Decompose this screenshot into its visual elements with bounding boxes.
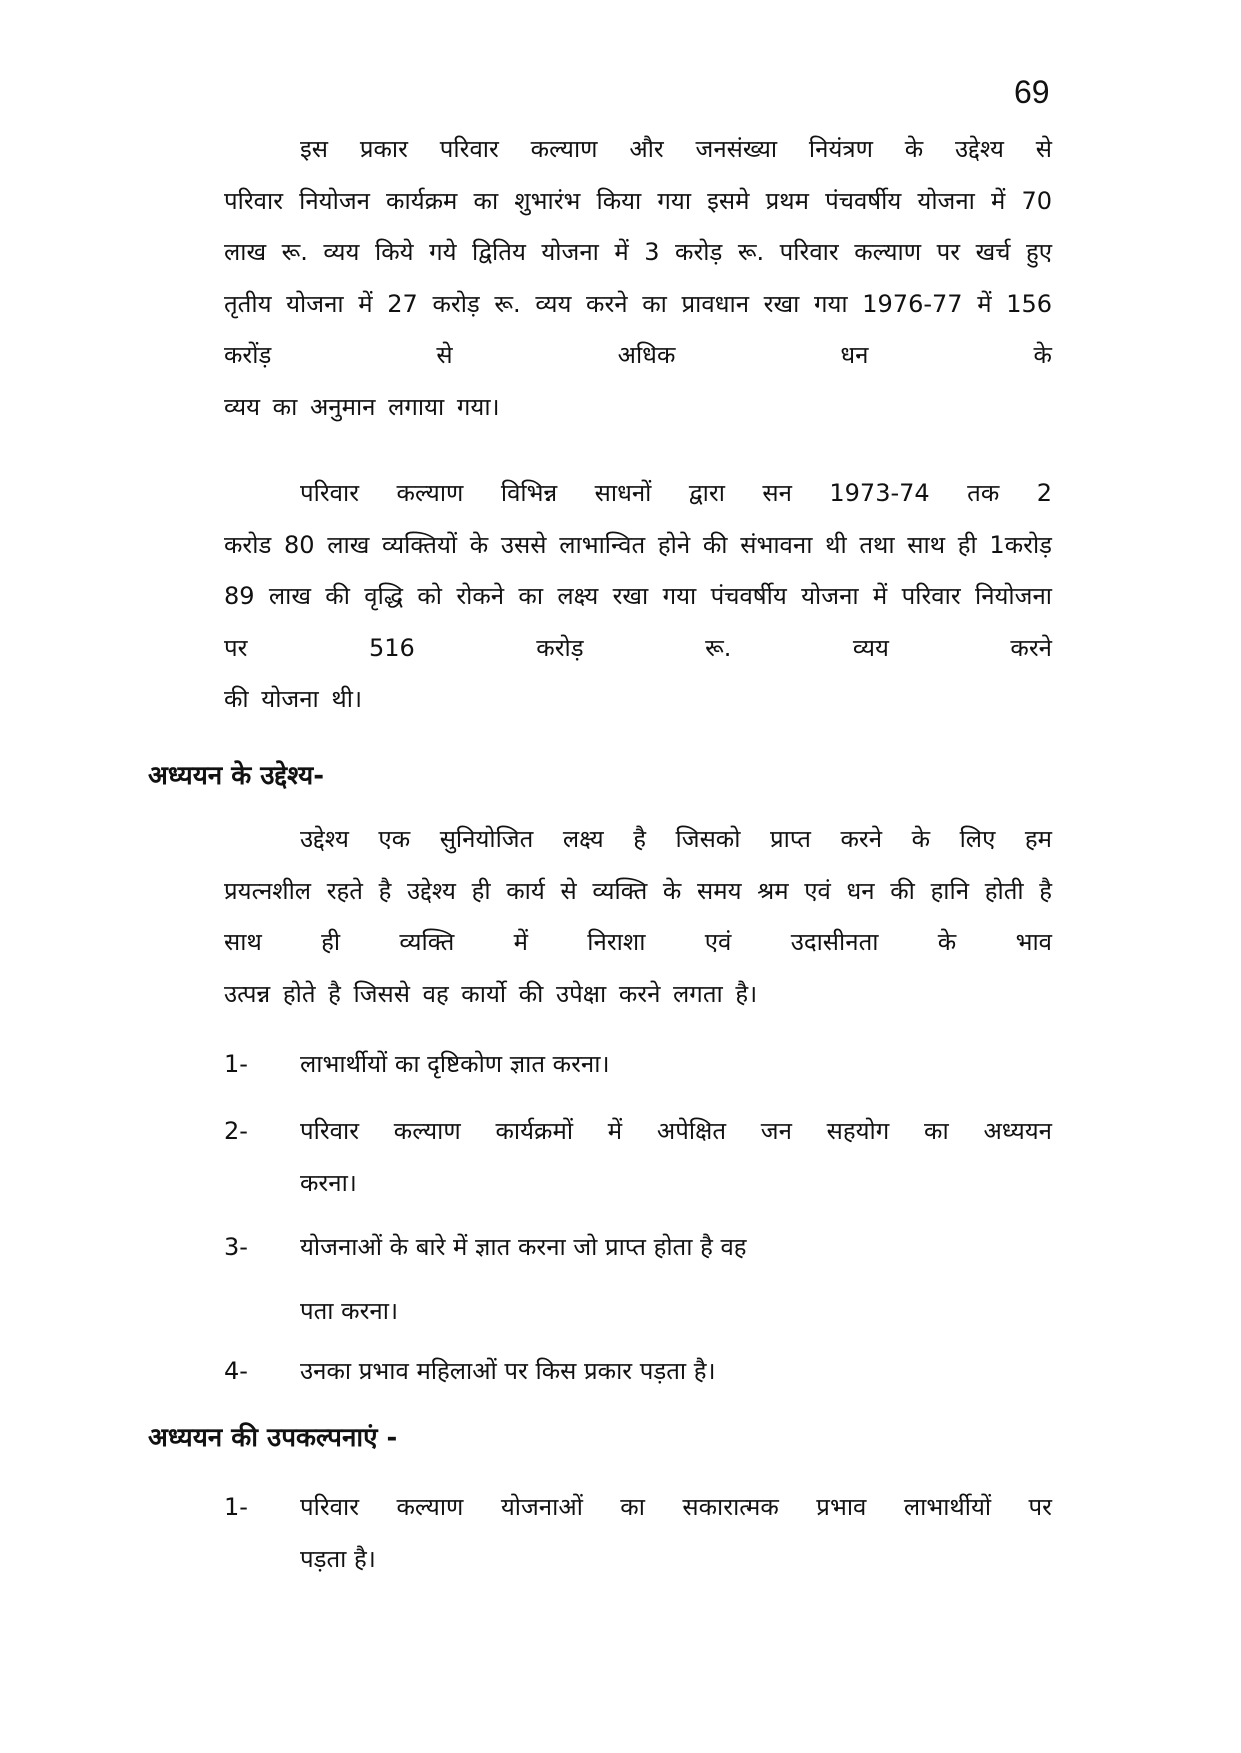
paragraph-last-line: उत्पन्न होते है जिससे वह कार्यो की उपेक्षा करने लगता है।	[224, 979, 758, 1008]
paragraph-body: परिवार नियोजन कार्यक्रम का शुभारंभ किया गया इसमे प्रथम पंचवर्षीय योजना में 70 लाख रू. व्यय किये गये द्वितिय योजना में 3 करोड़ रू. परिवार कल्याण पर खर्च हुए तृतीय योजना में 27 करोड़ रू. व्यय करने का प्रावधान रखा गया 1976-77 में 156 करोंड़ से अधिक धन के	[224, 186, 1052, 369]
paragraph-objective-definition	[224, 814, 1052, 1020]
paragraph-first-line: उद्देश्य एक सुनियोजित लक्ष्य है जिसको प्राप्त करने के लिए हम	[300, 825, 1052, 853]
list-number: 1-	[224, 1050, 248, 1078]
paragraph-first-line: परिवार कल्याण विभिन्न साधनों द्वारा सन 1973-74 तक 2	[300, 479, 1052, 507]
page-number: 69	[1014, 74, 1050, 110]
paragraph-body: प्रयत्नशील रहते है उद्देश्य ही कार्य से व्यक्ति के समय श्रम एवं धन की हानि होती है साथ ही व्यक्ति में निराशा एवं उदासीनता के भाव	[224, 876, 1052, 956]
list-text-tail: करना।	[300, 1168, 357, 1197]
section-heading-objectives: अध्ययन के उद्देश्य-	[148, 761, 325, 791]
list-text	[300, 1222, 1052, 1337]
list-text-line: परिवार कल्याण योजनाओं का सकारात्मक प्रभाव लाभार्थीयों पर	[300, 1493, 1052, 1521]
hypothesis-item	[224, 1482, 1052, 1585]
objective-item	[224, 1039, 1052, 1091]
section-heading-hypotheses: अध्ययन की उपकल्पनाएं -	[148, 1423, 398, 1453]
list-number: 2-	[224, 1117, 248, 1145]
paragraph-last-line: व्यय का अनुमान लगाया गया।	[224, 392, 500, 421]
list-text	[300, 1482, 1052, 1585]
list-number: 4-	[224, 1357, 248, 1385]
paragraph-first-line: इस प्रकार परिवार कल्याण और जनसंख्या नियंत्रण के उद्देश्य से	[300, 135, 1052, 163]
paragraph-beneficiaries	[224, 468, 1052, 726]
objective-item	[224, 1222, 1052, 1337]
list-text-line: परिवार कल्याण कार्यक्रमों में अपेक्षित जन सहयोग का अध्ययन	[300, 1117, 1052, 1145]
list-text: लाभार्थीयों का दृष्टिकोण ज्ञात करना।	[300, 1050, 610, 1078]
list-text	[300, 1106, 1052, 1209]
objective-item	[224, 1106, 1052, 1209]
paragraph-last-line: की योजना थी।	[224, 685, 363, 713]
paragraph-family-planning-budget	[224, 124, 1052, 433]
list-text-tail: पड़ता है।	[300, 1544, 376, 1573]
objective-item	[224, 1346, 1052, 1398]
list-number: 3-	[224, 1233, 248, 1261]
paragraph-body: करोड 80 लाख व्यक्तियों के उससे लाभान्वित होने की संभावना थी तथा साथ ही 1करोड़ 89 लाख की वृद्धि को रोकने का लक्ष्य रखा गया पंचवर्षीय योजना में परिवार नियोजना पर 516 करोड़ रू. व्यय करने	[224, 530, 1052, 662]
list-text-line: योजनाओं के बारे में ज्ञात करना जो प्राप्त होता है वह	[300, 1233, 747, 1261]
list-text: उनका प्रभाव महिलाओं पर किस प्रकार पड़ता है।	[300, 1357, 716, 1385]
list-text-tail: पता करना।	[300, 1296, 399, 1325]
list-number: 1-	[224, 1493, 248, 1521]
